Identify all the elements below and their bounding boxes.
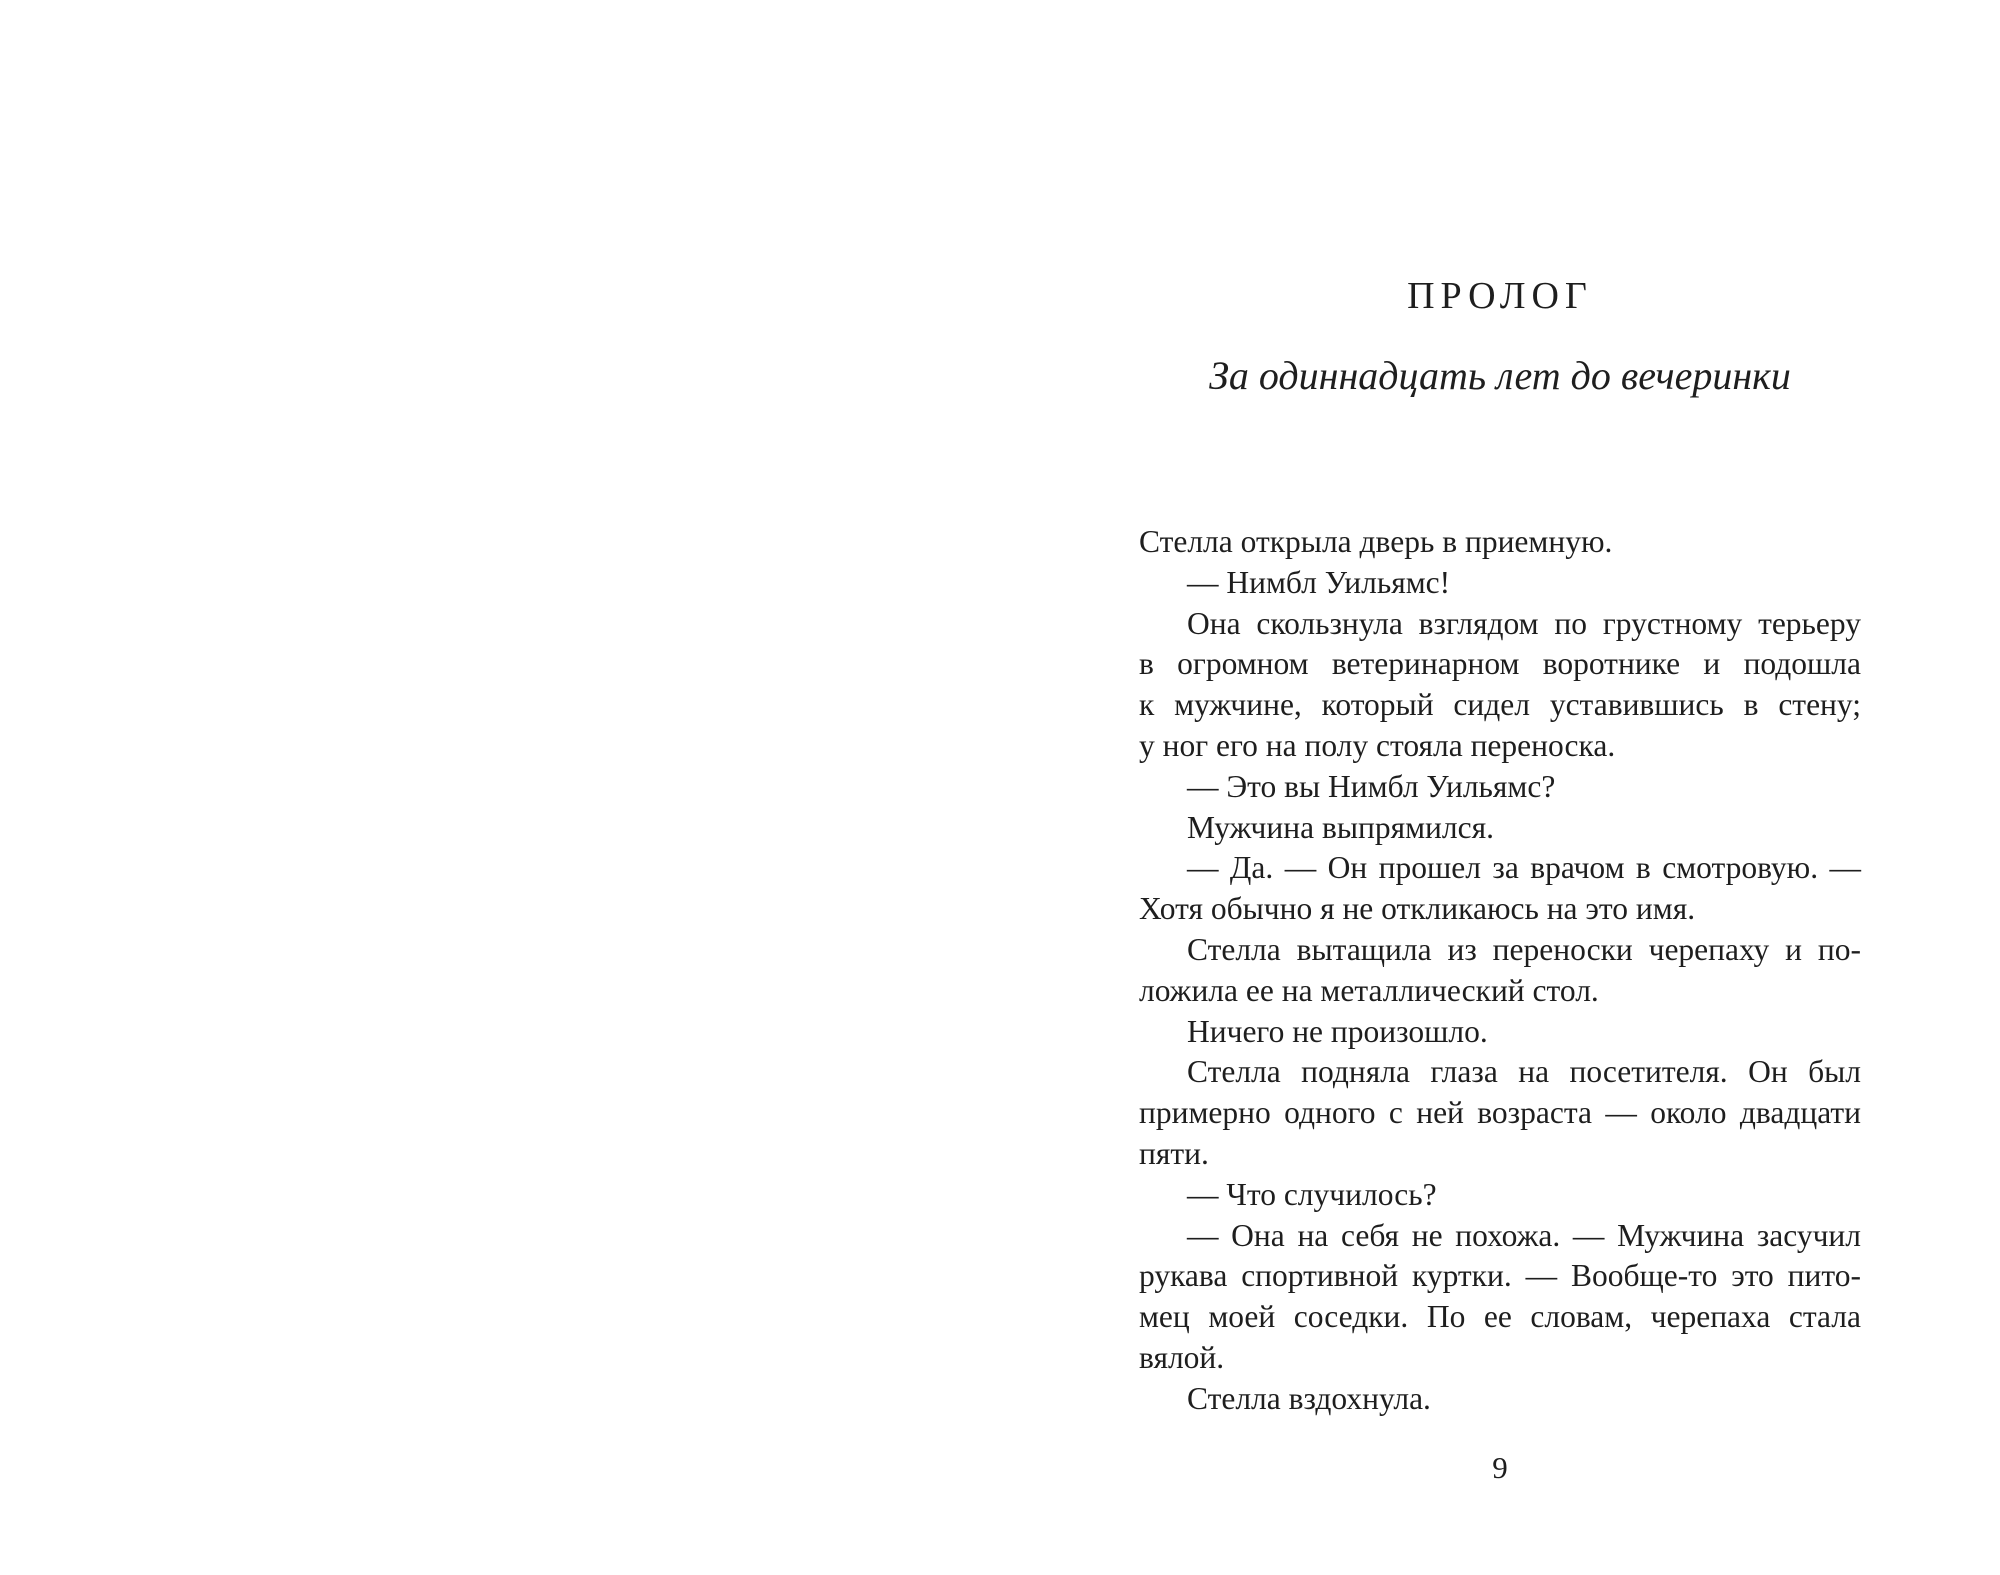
text-line: Стелла открыла дверь в приемную. [1139,524,1613,559]
text-line: Хотя обычно я не откликаюсь на это имя. [1139,891,1696,927]
text-line: пяти. [1139,1135,1209,1171]
text-line: в огромном ветеринарном воротнике и подошла [1139,646,1861,682]
text-line: Мужчина выпрямился. [1187,809,1494,845]
text-line: Стелла вытащила из переноски черепаху и по- [1187,931,1861,967]
text-line: к мужчине, который сидел уставившись в стену; [1139,687,1861,723]
page-number: 9 [1492,1450,1508,1485]
text-line: вялой. [1139,1339,1225,1375]
text-line: — Да. — Он прошел за врачом в смотровую. — [1187,850,1861,886]
chapter-subtitle: За одиннадцать лет до вечеринки [1209,353,1791,398]
text-line: ложила ее на металлический стол. [1139,972,1599,1008]
text-line: — Это вы Нимбл Уильямс? [1187,768,1556,804]
text-line: Стелла вздохнула. [1187,1380,1431,1416]
text-line: мец моей соседки. По ее словам, черепаха стала [1139,1299,1861,1335]
text-line: — Что случилось? [1187,1176,1437,1212]
text-line: Ничего не произошло. [1187,1013,1488,1049]
text-line: — Нимбл Уильямс! [1187,564,1451,600]
text-line: Стелла подняла глаза на посетителя. Он был [1187,1054,1861,1090]
text-line: примерно одного с ней возраста — около двадцати [1139,1095,1861,1131]
text-line: рукава спортивной куртки. — Вообще-то это пито- [1139,1258,1861,1294]
chapter-title: ПРОЛОГ [1407,275,1593,317]
text-line: Она скользнула взглядом по грустному терьеру [1187,605,1861,641]
body-text [1139,522,1861,1420]
text-line: — Она на себя не похожа. — Мужчина засучил [1187,1217,1861,1253]
text-line: у ног его на полу стояла переноска. [1139,727,1616,763]
